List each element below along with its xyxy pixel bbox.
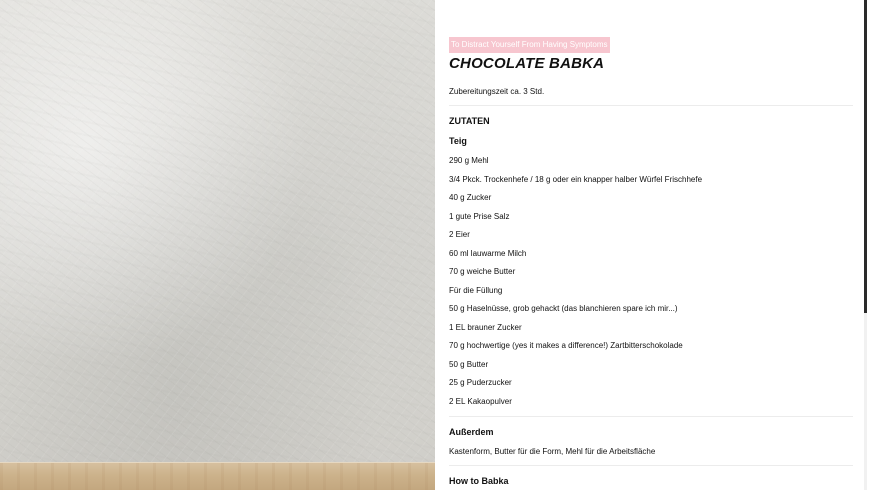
divider	[449, 105, 853, 106]
ingredient-item: 60 ml lauwarme Milch	[449, 248, 527, 258]
ingredient-item: 290 g Mehl	[449, 156, 489, 165]
divider	[449, 416, 853, 417]
ingredient-item: 2 EL Kakaopulver	[449, 396, 512, 406]
ingredient-item: 1 gute Prise Salz	[449, 211, 510, 221]
ingredient-list	[449, 156, 702, 415]
extras-text: Kastenform, Butter für die Form, Mehl für die Arbeitsfläche	[449, 447, 656, 456]
ingredient-item: 70 g hochwertige (yes it makes a difference!) Zartbitterschokolade	[449, 341, 683, 350]
ingredient-item: 3/4 Pkck. Trockenhefe / 18 g oder ein knapper halber Würfel Frischhefe	[449, 174, 703, 184]
ingredient-item: 50 g Butter	[449, 359, 489, 369]
ingredient-item: 70 g weiche Butter	[449, 267, 516, 276]
ingredients-heading: ZUTATEN	[449, 116, 490, 126]
ingredient-item: Für die Füllung	[449, 285, 503, 295]
dough-heading: Teig	[449, 136, 467, 146]
wooden-table-surface	[0, 462, 435, 490]
ingredient-item: 50 g Haselnüsse, grob gehackt (das blanchieren spare ich mir...)	[449, 304, 678, 313]
divider	[449, 465, 853, 466]
scrollbar-thumb[interactable]	[864, 0, 867, 313]
scrollbar-track[interactable]	[864, 0, 867, 490]
ingredient-item: 40 g Zucker	[449, 193, 492, 202]
recipe-title: CHOCOLATE BABKA	[449, 55, 605, 72]
how-to-heading: How to Babka	[449, 476, 509, 486]
extras-heading: Außerdem	[449, 427, 494, 437]
ingredient-item: 2 Eier	[449, 230, 470, 239]
recipe-content	[435, 0, 867, 490]
ingredient-item: 1 EL brauner Zucker	[449, 322, 522, 332]
ingredient-item: 25 g Puderzucker	[449, 378, 512, 387]
category-tag-link[interactable]: To Distract Yourself From Having Symptoms	[449, 37, 610, 53]
prep-time: Zubereitungszeit ca. 3 Std.	[449, 87, 545, 96]
